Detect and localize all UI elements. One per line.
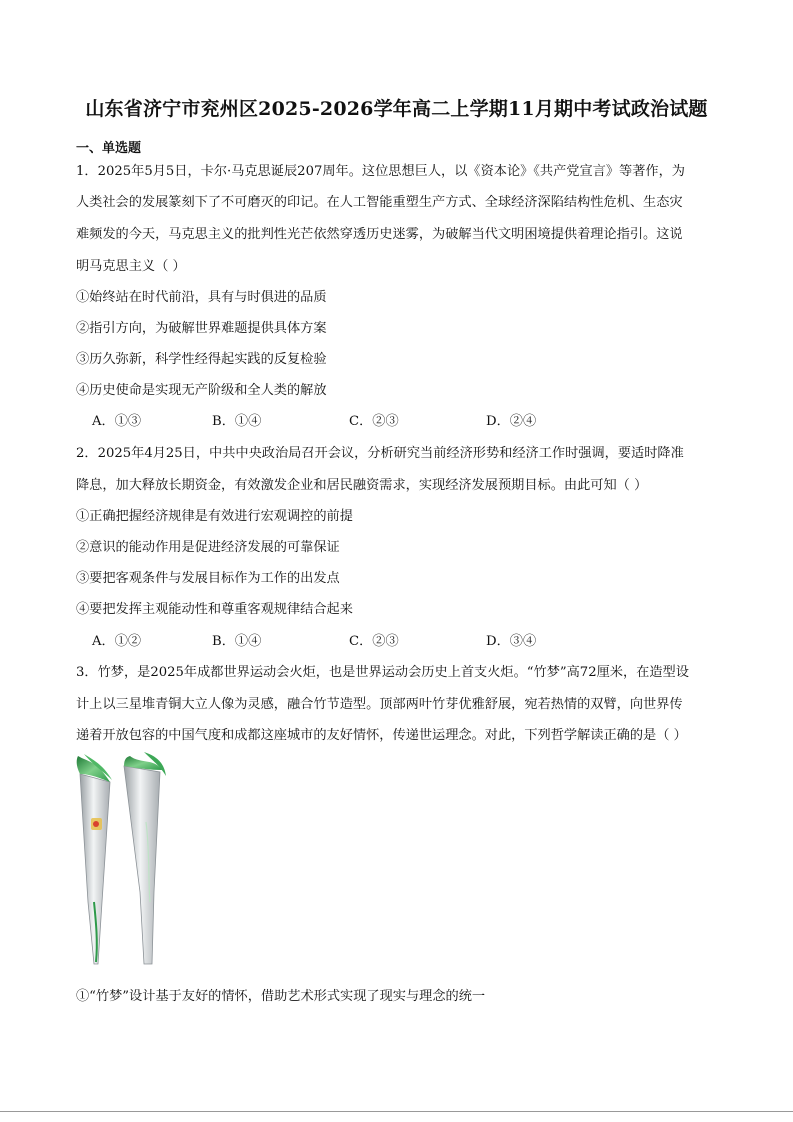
q3-line-1: 3．竹梦，是2025年成都世界运动会火炬，也是世界运动会历史上首支火炬。“竹梦”高72厘米，在造型设 [76, 665, 689, 680]
q1-option-b[interactable]: B．①④ [212, 414, 262, 429]
torch-image [74, 752, 174, 970]
q2-option-d[interactable]: D．③④ [486, 634, 537, 649]
q2-option-a[interactable]: A．①② [92, 634, 142, 649]
q2-statement-2: ②意识的能动作用是促进经济发展的可靠保证 [76, 540, 340, 555]
q2-line-1: 2．2025年4月25日，中共中央政治局召开会议，分析研究当前经济形势和经济工作时强调，要适时降准 [76, 446, 684, 461]
q3-line-2: 计上以三星堆青铜大立人像为灵感，融合竹节造型。顶部两叶竹芽优雅舒展，宛若热情的双臂，向世界传 [76, 697, 683, 712]
q1-line-3: 难频发的今天，马克思主义的批判性光芒依然穿透历史迷雾，为破解当代文明困境提供着理论指引。这说 [76, 227, 683, 242]
q2-statement-3: ③要把客观条件与发展目标作为工作的出发点 [76, 571, 340, 586]
q1-statement-4: ④历史使命是实现无产阶级和全人类的解放 [76, 383, 327, 398]
q2-option-c[interactable]: C．②③ [349, 634, 399, 649]
q1-statement-2: ②指引方向，为破解世界难题提供具体方案 [76, 321, 327, 336]
q3-line-3: 递着开放包容的中国气度和成都这座城市的友好情怀，传递世运理念。对此，下列哲学解读正确的是（ ） [76, 728, 687, 743]
q2-statement-1: ①正确把握经济规律是有效进行宏观调控的前提 [76, 509, 353, 524]
page-title: 山东省济宁市兖州区2025-2026学年高二上学期11月期中考试政治试题 [85, 98, 708, 120]
section-heading: 一、单选题 [76, 141, 142, 156]
q1-option-a[interactable]: A．①③ [92, 414, 142, 429]
q1-statement-1: ①始终站在时代前沿，具有与时俱进的品质 [76, 290, 327, 305]
q2-line-2: 降息，加大释放长期资金，有效激发企业和居民融资需求，实现经济发展预期目标。由此可知（ ） [76, 478, 648, 493]
q1-line-1: 1．2025年5月5日，卡尔·马克思诞辰207周年。这位思想巨人，以《资本论》《共产党宣言》等著作，为 [76, 164, 685, 179]
torch-right [124, 752, 166, 964]
q2-option-b[interactable]: B．①④ [212, 634, 262, 649]
q1-option-c[interactable]: C．②③ [349, 414, 399, 429]
q2-statement-4: ④要把发挥主观能动性和尊重客观规律结合起来 [76, 602, 353, 617]
q3-statement-1: ①“竹梦”设计基于友好的情怀，借助艺术形式实现了现实与理念的统一 [76, 989, 486, 1004]
page-bottom-rule [0, 1111, 793, 1112]
q1-line-2: 人类社会的发展篆刻下了不可磨灭的印记。在人工智能重塑生产方式、全球经济深陷结构性危机、生态灾 [76, 195, 683, 210]
torch-left [77, 754, 112, 964]
q1-line-4: 明马克思主义（ ） [76, 259, 186, 274]
q1-statement-3: ③历久弥新，科学性经得起实践的反复检验 [76, 352, 327, 367]
q1-option-d[interactable]: D．②④ [486, 414, 537, 429]
